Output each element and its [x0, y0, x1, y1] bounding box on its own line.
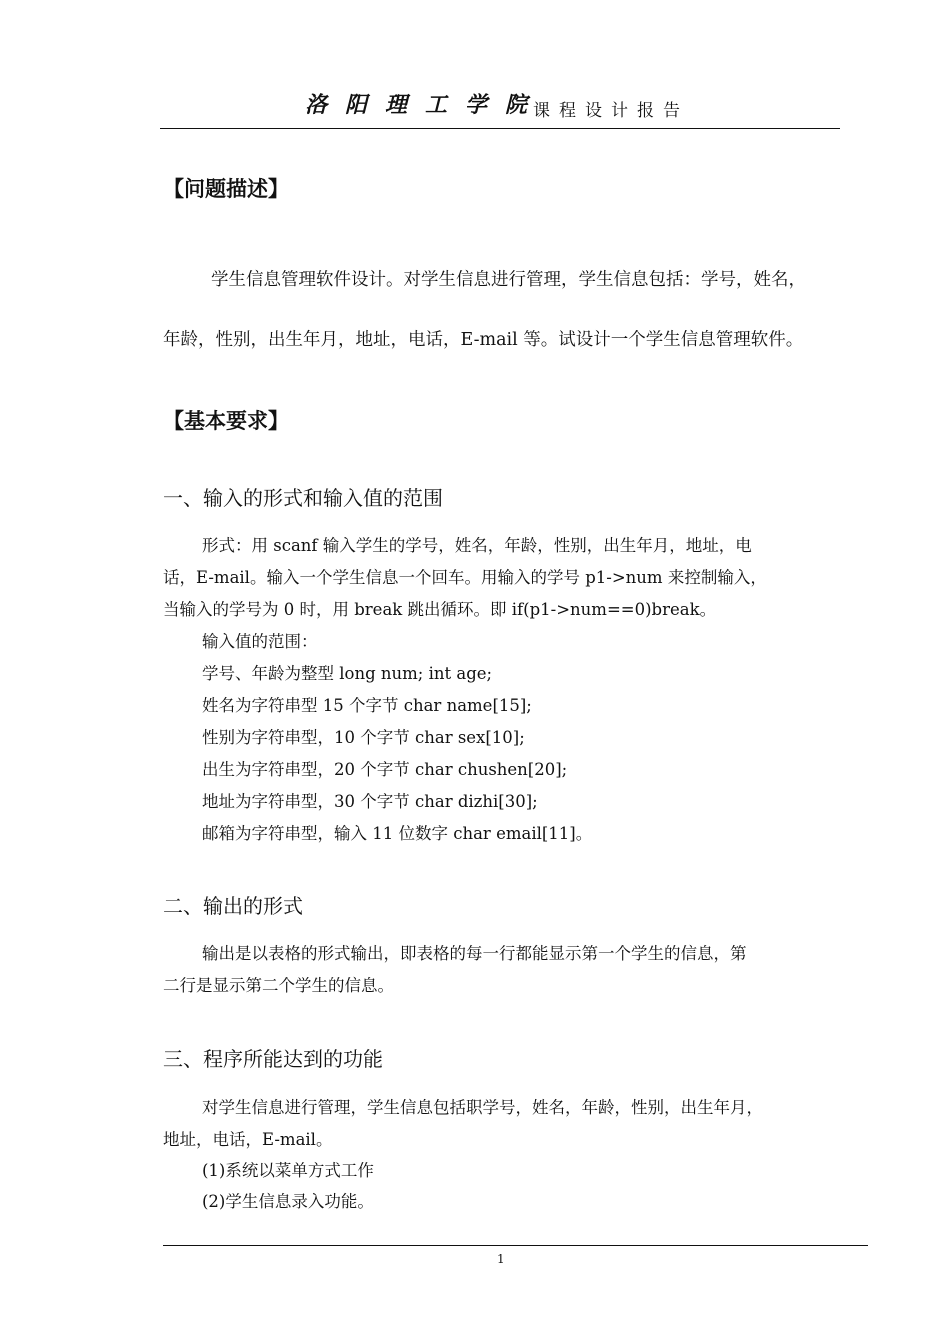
- problem-para-line-1: 学生信息管理软件设计。对学生信息进行管理，学生信息包括：学号，姓名，: [211, 270, 806, 290]
- output-line-2: 二行是显示第二个学生的信息。: [163, 976, 394, 995]
- output-line-1: 输出是以表格的形式输出，即表格的每一行都能显示第一个学生的信息，第: [202, 944, 747, 963]
- section-title-problem: 【问题描述】: [163, 177, 289, 201]
- functions-line-4: (2)学生信息录入功能。: [202, 1192, 374, 1211]
- header-report-title: 课程设计报告: [533, 101, 689, 121]
- functions-line-1: 对学生信息进行管理，学生信息包括职学号，姓名，年龄，性别，出生年月，: [202, 1098, 763, 1117]
- functions-line-3: (1)系统以菜单方式工作: [202, 1161, 374, 1180]
- functions-line-2: 地址，电话，E-mail。: [163, 1130, 333, 1149]
- heading-program-functions: 三、程序所能达到的功能: [163, 1047, 383, 1071]
- section-title-requirements: 【基本要求】: [163, 409, 289, 433]
- input-line-7: 性别为字符串型，10 个字节 char sex[10];: [202, 728, 525, 747]
- input-line-5: 学号、年龄为整型 long num; int age;: [202, 664, 493, 683]
- footer-rule: [163, 1245, 868, 1246]
- input-line-3: 当输入的学号为 0 时，用 break 跳出循环。即 if(p1->num==0)break。: [163, 600, 717, 619]
- input-line-8: 出生为字符串型，20 个字节 char chushen[20];: [202, 760, 568, 779]
- input-line-2: 话，E-mail。输入一个学生信息一个回车。用输入的学号 p1->num 来控制输入，: [163, 568, 767, 587]
- input-line-9: 地址为字符串型，30 个字节 char dizhi[30];: [202, 792, 538, 811]
- header-school-name: 洛阳理工学院: [305, 92, 546, 118]
- header-rule: [160, 128, 840, 129]
- input-line-10: 邮箱为字符串型，输入 11 位数字 char email[11]。: [202, 824, 593, 843]
- input-line-4: 输入值的范围：: [202, 632, 318, 651]
- heading-input-format: 一、输入的形式和输入值的范围: [163, 486, 443, 510]
- problem-para-line-2: 年龄，性别，出生年月，地址，电话，E-mail 等。试设计一个学生信息管理软件。: [163, 330, 804, 350]
- input-line-6: 姓名为字符串型 15 个字节 char name[15];: [202, 696, 532, 715]
- heading-output-format: 二、输出的形式: [163, 894, 303, 918]
- page-number: 1: [497, 1252, 505, 1266]
- input-line-1: 形式：用 scanf 输入学生的学号，姓名，年龄，性别，出生年月，地址，电: [202, 536, 752, 555]
